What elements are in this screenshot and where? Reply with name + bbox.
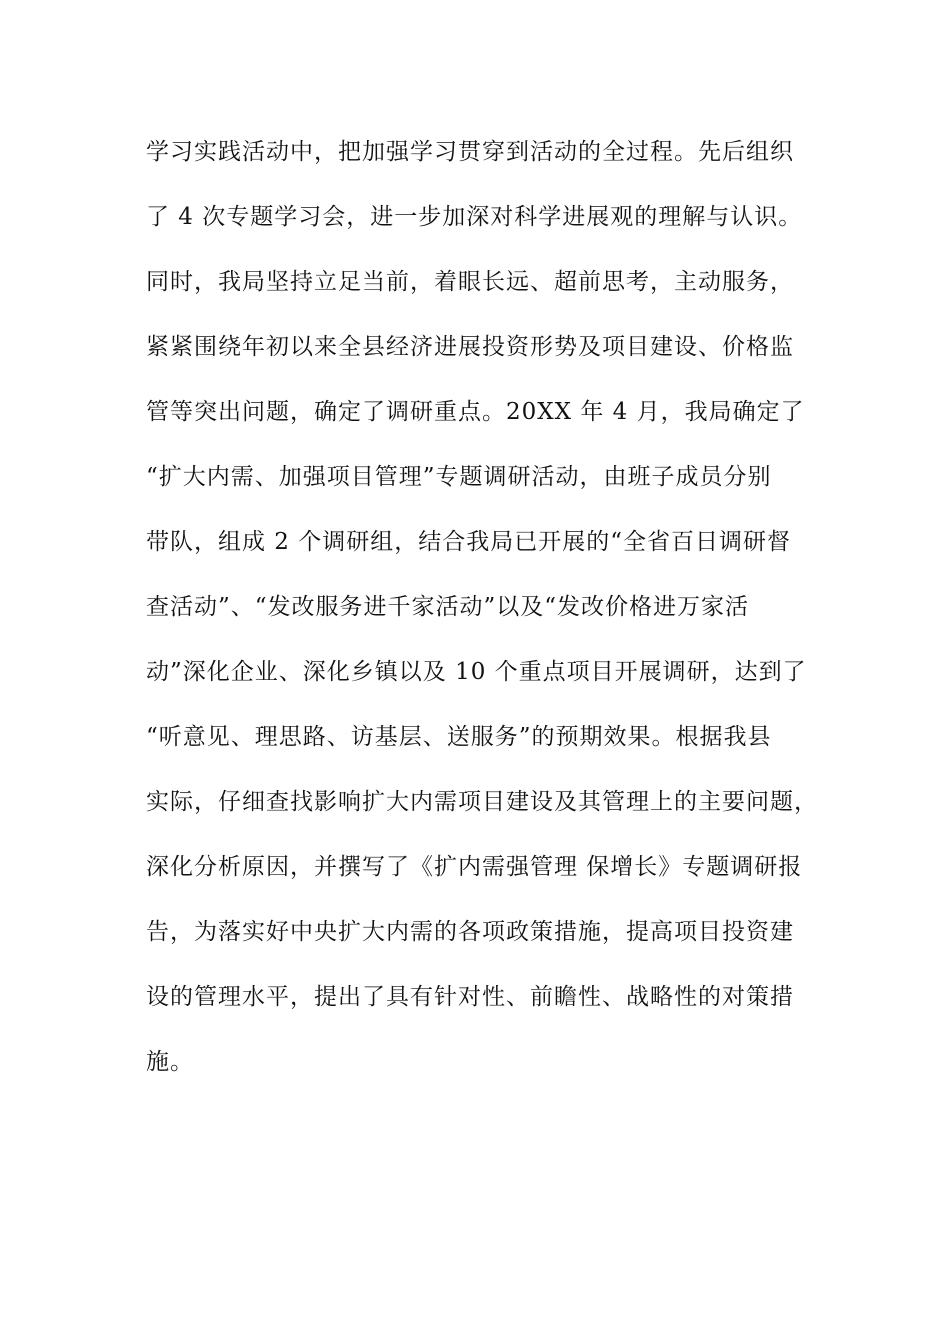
text-line: 告，为落实好中央扩大内需的各项政策措施，提高项目投资建 — [146, 919, 794, 945]
text-line: 深化分析原因，并撰写了《扩内需强管理 保增长》专题调研报 — [146, 854, 803, 880]
text-line: 同时，我局坚持立足当前，着眼长远、超前思考，主动服务， — [146, 269, 794, 295]
text-line: 查活动”、“发改服务进千家活动”以及“发改价格进万家活 — [146, 594, 750, 620]
body-paragraph — [146, 128, 836, 1103]
text-line: 紧紧围绕年初以来全县经济进展投资形势及项目建设、价格监 — [146, 334, 794, 360]
text-line: “扩大内需、加强项目管理”专题调研活动，由班子成员分别 — [146, 464, 772, 490]
text-line: 学习实践活动中，把加强学习贯穿到活动的全过程。先后组织 — [146, 139, 794, 165]
text-line: 管等突出问题，确定了调研重点。20XX 年 4 月，我局确定了 — [146, 399, 805, 425]
text-line: 实际，仔细查找影响扩大内需项目建设及其管理上的主要问题， — [146, 789, 818, 815]
text-line: 施。 — [146, 1049, 194, 1075]
text-line: “听意见、理思路、访基层、送服务”的预期效果。根据我县 — [146, 724, 772, 750]
text-line: 动”深化企业、深化乡镇以及 10 个重点项目开展调研，达到了 — [146, 659, 807, 685]
text-line: 带队，组成 2 个调研组，结合我局已开展的“全省百日调研督 — [146, 529, 792, 555]
text-line: 了 4 次专题学习会，进一步加深对科学进展观的理解与认识。 — [146, 204, 803, 230]
text-line: 设的管理水平，提出了具有针对性、前瞻性、战略性的对策措 — [146, 984, 794, 1010]
